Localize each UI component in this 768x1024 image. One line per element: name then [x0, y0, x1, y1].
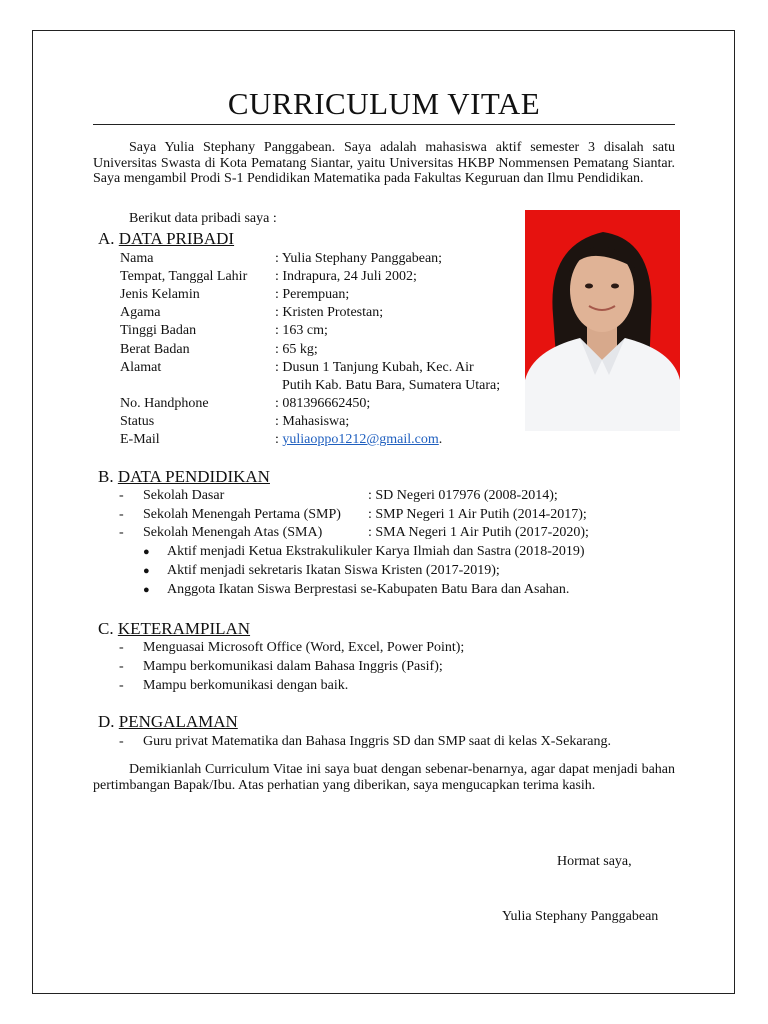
dash-marker: -	[119, 488, 124, 503]
title-divider	[93, 124, 675, 125]
bullet-icon: ●	[143, 546, 150, 558]
signature-name: Yulia Stephany Panggabean	[502, 909, 659, 924]
skill-item: Menguasai Microsoft Office (Word, Excel, Power Point);	[143, 640, 465, 655]
intro-paragraph: Saya Yulia Stephany Panggabean. Saya adalah mahasiswa aktif semester 3 disalah satu Universitas Swasta di Kota Pematang Siantar, yaitu Universitas HKBP Nommensen Pematang Siantar. Saya mengambil Prodi S-1 Pendidikan Matematika pada Fakultas Keguruan dan Ilmu Pendidikan.	[93, 140, 675, 186]
dash-marker: -	[119, 659, 124, 674]
section-heading-pribadi: A. DATA PRIBADI	[98, 229, 235, 248]
email-link[interactable]: yuliaoppo1212@gmail.com	[282, 432, 439, 447]
education-level: Sekolah Menengah Pertama (SMP)	[143, 506, 341, 522]
closing-paragraph: Demikianlah Curriculum Vitae ini saya buat dengan sebenar-benarnya, agar dapat menjadi bahan pertimbangan Bapak/Ibu. Atas perhatian yang diberikan, saya mengucapkan terima kasih.	[93, 762, 675, 793]
activity-item: Anggota Ikatan Siswa Berprestasi se-Kabupaten Batu Bara dan Asahan.	[167, 582, 570, 597]
dash-marker: -	[119, 678, 124, 693]
field-label: Alamat	[120, 359, 162, 375]
field-label: Nama	[120, 251, 154, 266]
field-value: : Mahasiswa;	[275, 413, 350, 429]
field-value: : 65 kg;	[275, 341, 318, 357]
field-value: : 081396662450;	[275, 395, 371, 411]
field-value: : Kristen Protestan;	[275, 305, 384, 321]
dash-marker: -	[119, 525, 124, 540]
field-value: : Yulia Stephany Panggabean;	[275, 251, 443, 266]
field-value: Putih Kab. Batu Bara, Sumatera Utara;	[275, 377, 501, 393]
field-label: Tinggi Badan	[120, 323, 197, 339]
dash-marker: -	[119, 506, 124, 522]
section-heading-pengalaman: D. PENGALAMAN	[98, 712, 238, 731]
dash-marker: -	[119, 640, 124, 655]
bullet-icon: ●	[143, 584, 150, 596]
field-value: : Perempuan;	[275, 287, 350, 303]
experience-item: Guru privat Matematika dan Bahasa Inggris SD dan SMP saat di kelas X-Sekarang.	[143, 734, 611, 749]
closing-salutation: Hormat saya,	[557, 854, 632, 869]
skill-item: Mampu berkomunikasi dalam Bahasa Inggris (Pasif);	[143, 659, 443, 674]
field-label: Agama	[120, 305, 161, 321]
education-school: : SD Negeri 017976 (2008-2014);	[368, 488, 558, 503]
activity-item: Aktif menjadi Ketua Ekstrakulikuler Karya Ilmiah dan Sastra (2018-2019)	[167, 544, 585, 559]
field-value: : Dusun 1 Tanjung Kubah, Kec. Air	[275, 359, 474, 375]
skill-item: Mampu berkomunikasi dengan baik.	[143, 678, 349, 693]
field-value: : Indrapura, 24 Juli 2002;	[275, 269, 417, 285]
education-school: : SMP Negeri 1 Air Putih (2014-2017);	[368, 506, 587, 522]
field-label: Jenis Kelamin	[120, 287, 200, 303]
field-label: No. Handphone	[120, 395, 209, 411]
bullet-icon: ●	[143, 565, 150, 577]
education-school: : SMA Negeri 1 Air Putih (2017-2020);	[368, 525, 589, 540]
education-level: Sekolah Dasar	[143, 488, 225, 503]
profile-photo	[525, 210, 680, 431]
page-title: CURRICULUM VITAE	[227, 86, 541, 121]
intro-next-line: Berikut data pribadi saya :	[129, 211, 277, 226]
section-heading-keterampilan: C. KETERAMPILAN	[98, 619, 251, 638]
field-label: Berat Badan	[120, 341, 190, 357]
education-level: Sekolah Menengah Atas (SMA)	[143, 525, 323, 540]
field-value-email: : yuliaoppo1212@gmail.com.	[275, 432, 443, 447]
field-label: Status	[120, 413, 155, 429]
field-label-email: E-Mail	[120, 432, 160, 447]
activity-item: Aktif menjadi sekretaris Ikatan Siswa Kristen (2017-2019);	[167, 563, 500, 578]
field-value: : 163 cm;	[275, 323, 328, 339]
field-label: Tempat, Tanggal Lahir	[120, 269, 248, 285]
dash-marker: -	[119, 734, 124, 749]
section-heading-pendidikan: B. DATA PENDIDIKAN	[98, 467, 270, 486]
